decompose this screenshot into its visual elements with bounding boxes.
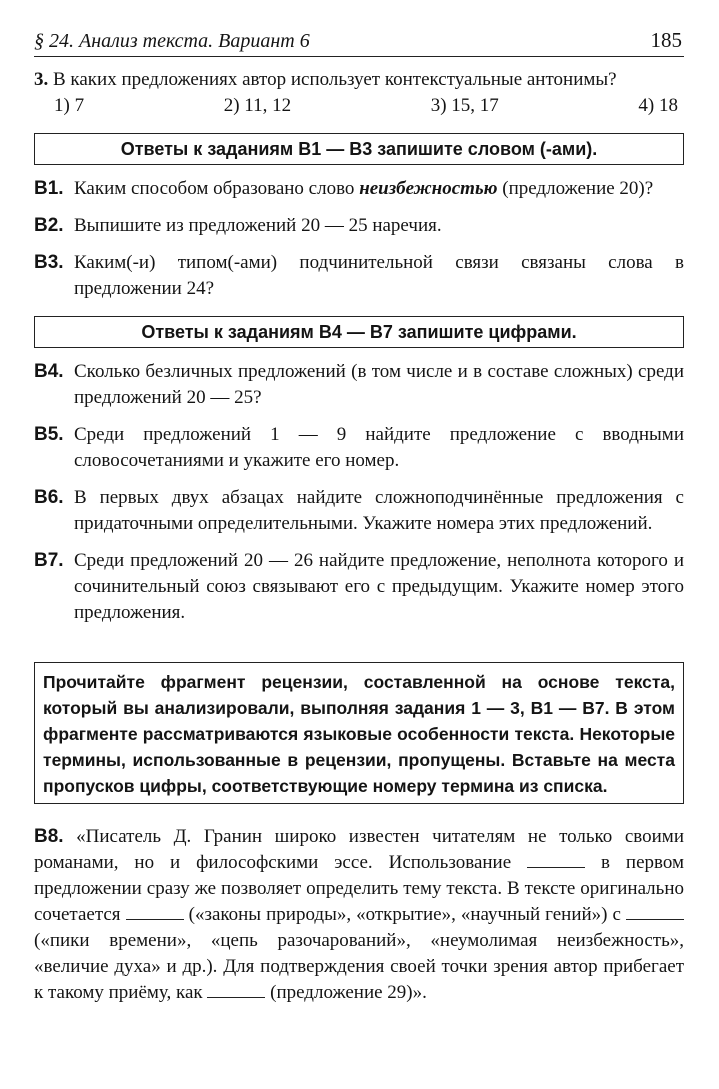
page <box>34 26 684 1006</box>
task-b8 <box>34 824 684 1006</box>
task-number: В6. <box>34 487 64 508</box>
task-text: Сколько безличных предложений (в том числе и в составе сложных) среди предложений 20 — 25? <box>74 361 684 408</box>
section-title: § 24. Анализ текста. Вариант 6 <box>34 30 310 52</box>
review-text-2: в первом предложении сразу же позволяет определить тему текста. В тексте оригинально сочетается <box>34 852 685 925</box>
task-text-before: Каким способом образовано слово <box>74 178 360 199</box>
review-text-5: (предложение 29)». <box>265 982 427 1003</box>
task-text: Среди предложений 1 — 9 найдите предложение с вводными словосочетаниями и укажите его номер. <box>74 424 684 471</box>
option-3: 3) 15, 17 <box>430 95 499 116</box>
question-text: В каких предложениях автор использует контекстуальные антонимы? <box>53 69 617 90</box>
task-number: В1. <box>34 178 64 199</box>
option-2: 2) 11, 12 <box>223 95 292 116</box>
question-number: 3. <box>34 69 49 90</box>
task-b6 <box>34 485 684 537</box>
task-b1 <box>34 176 684 202</box>
task-b7 <box>34 548 684 626</box>
option-4: 4) 18 <box>638 95 678 116</box>
task-b3 <box>34 250 684 302</box>
task-number: В2. <box>34 215 64 236</box>
answer-blank-2 <box>126 903 184 920</box>
task-b2 <box>34 213 684 239</box>
answer-instruction-box-b1-b3: Ответы к заданиям В1 — В3 запишите словом (-ами). <box>34 133 684 165</box>
answer-blank-4 <box>207 981 265 998</box>
highlighted-word: неизбежностью <box>359 178 498 199</box>
task-number: В5. <box>34 424 64 445</box>
task-number: В4. <box>34 361 64 382</box>
task-text-after: (предложение 20)? <box>497 178 654 199</box>
answer-options <box>34 93 684 119</box>
task-text: Среди предложений 20 — 26 найдите предложение, неполнота которого и сочинительный союз связывают его с предыдущим. Укажите номер этого предложения. <box>74 550 684 623</box>
question-3 <box>34 67 684 93</box>
task-text: Каким(-и) типом(-ами) подчинительной связи связаны слова в предложении 24? <box>74 252 684 299</box>
answer-blank-3 <box>626 903 684 920</box>
page-number: 185 <box>650 28 682 52</box>
review-text-1: «Писатель Д. Гранин широко известен читателям не только своими романами, но и философскими эссе. Использование <box>34 826 684 873</box>
review-text-3: («законы природы», «открытие», «научный гений») с <box>183 904 626 925</box>
answer-blank-1 <box>527 851 585 868</box>
answer-instruction-box-b4-b7: Ответы к заданиям В4 — В7 запишите цифрами. <box>34 316 684 348</box>
option-1: 1) 7 <box>54 95 85 116</box>
task-b4 <box>34 359 684 411</box>
task-b5 <box>34 422 684 474</box>
page-header <box>34 26 684 57</box>
task-number: В8. <box>34 826 64 847</box>
review-text-4: («пики времени», «цепь разочарований», «неумолимая неизбежность», «величие духа» и др.). Для подтверждения своей точки зрения автор прибегает к такому приёму, как <box>34 930 684 1003</box>
task-number: В7. <box>34 550 64 571</box>
task-text: Выпишите из предложений 20 — 25 наречия. <box>74 215 442 236</box>
task-number: В3. <box>34 252 64 273</box>
task-text: В первых двух абзацах найдите сложноподчинённые предложения с придаточными определительными. Укажите номера этих предложений. <box>74 487 684 534</box>
review-instruction-box: Прочитайте фрагмент рецензии, составленной на основе текста, который вы анализировали, выполняя задания 1 — 3, В1 — В7. В этом фрагменте рассматриваются языковые особенности текста. Некоторые термины, использованные в рецензии, пропущены. Вставьте на места пропусков цифры, соответствующие номеру термина из списка. <box>34 662 684 804</box>
